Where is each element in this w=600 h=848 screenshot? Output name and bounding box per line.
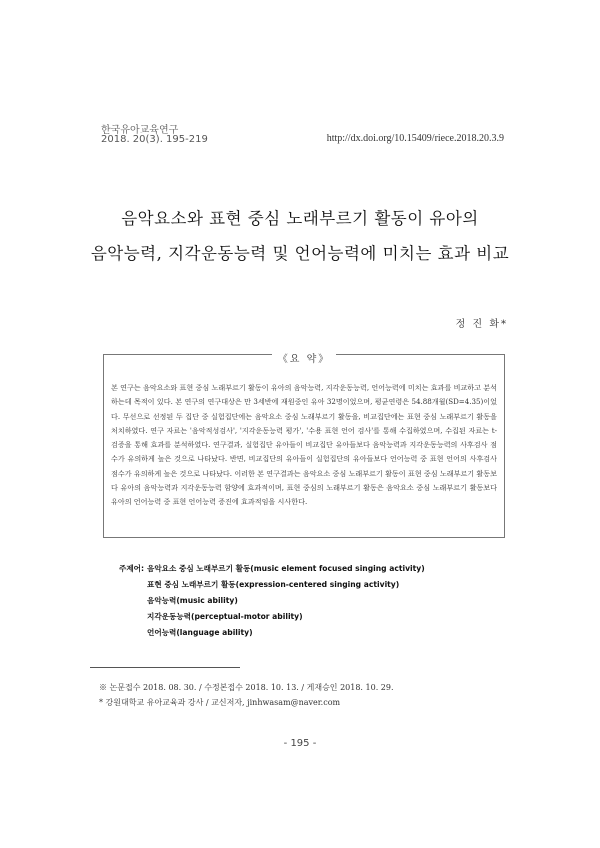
footnote-divider xyxy=(90,667,240,668)
footnote-dates: ※ 논문접수 2018. 08. 30. / 수정본접수 2018. 10. 13. / 게재승인 2018. 10. 29. xyxy=(99,683,394,692)
paper-title-line-2: 음악능력, 지각운동능력 및 언어능력에 미치는 효과 비교 xyxy=(90,244,510,263)
abstract-heading xyxy=(104,347,504,366)
paper-title-line-1: 음악요소와 표현 중심 노래부르기 활동이 유아의 xyxy=(121,209,479,228)
keyword-item: 표현 중심 노래부르기 활동(expression-centered singing activity) xyxy=(147,580,400,589)
author-name: 정 진 화* xyxy=(455,319,508,330)
abstract-box xyxy=(103,354,505,538)
abstract-text: 본 연구는 음악요소와 표현 중심 노래부르기 활동이 유아의 음악능력, 지각운동능력, 언어능력에 미치는 효과를 비교하고 분석하는데 목적이 있다. 본 연구의 연구대상은 만 3세반에 재원중인 유아 32명이었으며, 평균연령은 54.88개월(SD=4.35)이었다. 무선으로 선정된 두 집단 중 실험집단에는 음악요소 중심 노래부르기 활동을, 비교집단에는 표현 중심 노래부르기 활동을 처치하였다. 연구 자료는 '음악적성검사', '지각운동능력 평가', '수용 표현 언어 검사'를 통해 수집하였으며, 수집된 자료는 t-검증을 통해 효과를 분석하였다. 연구결과, 실험집단 유아들이 비교집단 유아들보다 음악능력과 지각운동능력의 사후검사 점수가 유의하게 높은 것으로 나타났다. 반면, 비교집단의 유아들이 실험집단의 유아들보다 언어능력 중 표현 언어의 사후검사 점수가 유의하게 높은 것으로 나타났다. 이러한 본 연구결과는 음악요소 중심 노래부르기 활동이 표현 중심 노래부르기 활동보다 유아의 음악능력과 지각운동능력 함양에 효과적이며, 표현 중심의 노래부르기 활동은 음악요소 중심 노래부르기 활동보다 유아의 언어능력 중 표현 언어능력 증진에 효과적임을 시사한다. xyxy=(111,383,497,507)
page-number: - 195 - xyxy=(283,738,317,749)
journal-name: 한국유아교육연구 xyxy=(101,125,179,136)
keyword-item: 지각운동능력(perceptual-motor ability) xyxy=(147,612,303,621)
abstract-heading-label: 《요 약》 xyxy=(272,354,337,365)
keyword-item: 언어능력(language ability) xyxy=(147,628,253,637)
keywords-list xyxy=(147,561,487,641)
keywords-label: 주제어: xyxy=(119,564,145,573)
journal-issue: 2018. 20(3). 195-219 xyxy=(101,134,208,145)
keyword-item: 음악능력(music ability) xyxy=(147,596,238,605)
footnote-affiliation: * 강원대학교 유아교육과 강사 / 교신저자, jinhwasam@naver.com xyxy=(99,698,341,707)
doi-link[interactable]: http://dx.doi.org/10.15409/riece.2018.20.3.9 xyxy=(326,133,504,144)
keyword-item: 음악요소 중심 노래부르기 활동(music element focused singing activity) xyxy=(147,564,425,573)
